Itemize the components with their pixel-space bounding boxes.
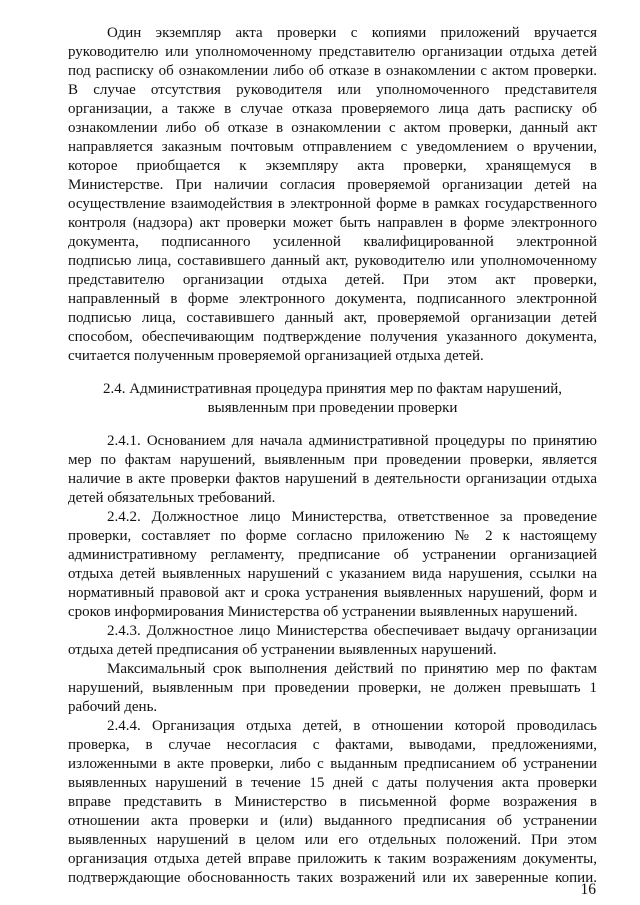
section-heading-line: 2.4. Административная процедура принятия мер по фактам нарушений,	[102, 381, 563, 397]
text-line: организация отдыха детей вправе приложить к таким возражениям документы,	[68, 851, 597, 867]
text-line: подтверждающие обоснованность таких возражений или их заверенные копии.	[68, 870, 597, 886]
text-line: сроков информирования Министерства об устранении выявленных нарушений.	[68, 604, 578, 620]
text-line: В случае отсутствия руководителя или уполномоченного представителя	[68, 82, 597, 98]
text-line: рабочий день.	[68, 699, 158, 715]
text-line: детей обязательных требований.	[68, 490, 276, 506]
text-line: Министерстве. При наличии согласия проверяемой организации детей на	[68, 177, 597, 193]
text-line: вправе представить в Министерство в письменной форме возражения в	[68, 794, 597, 810]
text-line: осуществление взаимодействия в электронной форме в рамках государственного	[68, 196, 597, 212]
text-line: которое приобщается к экземпляру акта проверки, хранящемуся в	[68, 158, 597, 174]
text-line: проверки, составляет по форме согласно приложению № 2 к настоящему	[68, 528, 597, 544]
text-line: 2.4.4. Организация отдыха детей, в отношении которой проводилась	[107, 718, 597, 734]
text-line: Один экземпляр акта проверки с копиями приложений вручается	[107, 25, 597, 41]
text-line: 2.4.2. Должностное лицо Министерства, ответственное за проведение	[107, 509, 597, 525]
text-line: нормативный правовой акт и срока устранения выявленных нарушений, форм и	[68, 585, 597, 601]
text-line: изложенными в акте проверки, либо с выданным предписанием об устранении	[68, 756, 597, 772]
text-line: документа, подписанного усиленной квалифицированной электронной	[68, 234, 597, 250]
text-line: организации, а также в случае отказа проверяемого лица дать расписку об	[68, 101, 597, 117]
text-line: считается полученным проверяемой организацией отдыха детей.	[68, 348, 484, 364]
text-line: под расписку об ознакомлении либо об отказе в ознакомлении с актом проверки.	[68, 63, 597, 79]
text-line: отдыха детей предписания об устранении выявленных нарушений.	[68, 642, 497, 658]
text-line: контроля (надзора) акт проверки может быть направлен в форме электронного	[68, 215, 597, 231]
text-line: выявленных нарушений в целом или его отдельных положений. При этом	[68, 832, 597, 848]
text-line: 2.4.1. Основанием для начала административной процедуры по принятию	[107, 433, 597, 449]
text-line: 2.4.3. Должностное лицо Министерства обеспечивает выдачу организации	[107, 623, 597, 639]
text-line: Максимальный срок выполнения действий по принятию мер по фактам	[107, 661, 597, 677]
text-line: представителю организации отдыха детей. При этом акт проверки,	[68, 272, 597, 288]
text-line: выявленных нарушений в течение 15 дней с даты получения акта проверки	[68, 775, 597, 791]
text-line: ознакомлении либо об отказе в ознакомлении с актом проверки, данный акт	[68, 120, 597, 136]
text-line: административному регламенту, предписание об устранении организацией	[68, 547, 597, 563]
text-line: отношении акта проверки и (или) выданного предписания об устранении	[68, 813, 597, 829]
text-line: отдыха детей выявленных нарушений с указанием вида нарушения, ссылки на	[68, 566, 597, 582]
text-line: направляется заказным почтовым отправлением с уведомлением о вручении,	[68, 139, 597, 155]
text-line: наличие в акте проверки фактов нарушений в деятельности организации отдыха	[68, 471, 597, 487]
text-line: способом, обеспечивающим подтверждение получения указанного документа,	[68, 329, 597, 345]
text-line: мер по фактам нарушений, выявленным при проведении проверки, является	[68, 452, 597, 468]
text-line: проверка, в случае несогласия с фактами, выводами, предложениями,	[68, 737, 597, 753]
text-line: направленный в форме электронного документа, подписанного электронной	[68, 291, 597, 307]
text-line: руководителю или уполномоченному представителю организации отдыха детей	[68, 44, 597, 60]
text-line: нарушений, выявленным при проведении проверки, не должен превышать 1	[68, 680, 597, 696]
text-line: подписью лица, составившего данный акт, руководителю или уполномоченному	[68, 253, 597, 269]
section-heading-line: выявленным при проведении проверки	[207, 400, 458, 416]
page-number: 16	[580, 881, 596, 898]
text-line: подписью лица, составившего данный акт, проверяемой организации детей	[68, 310, 597, 326]
